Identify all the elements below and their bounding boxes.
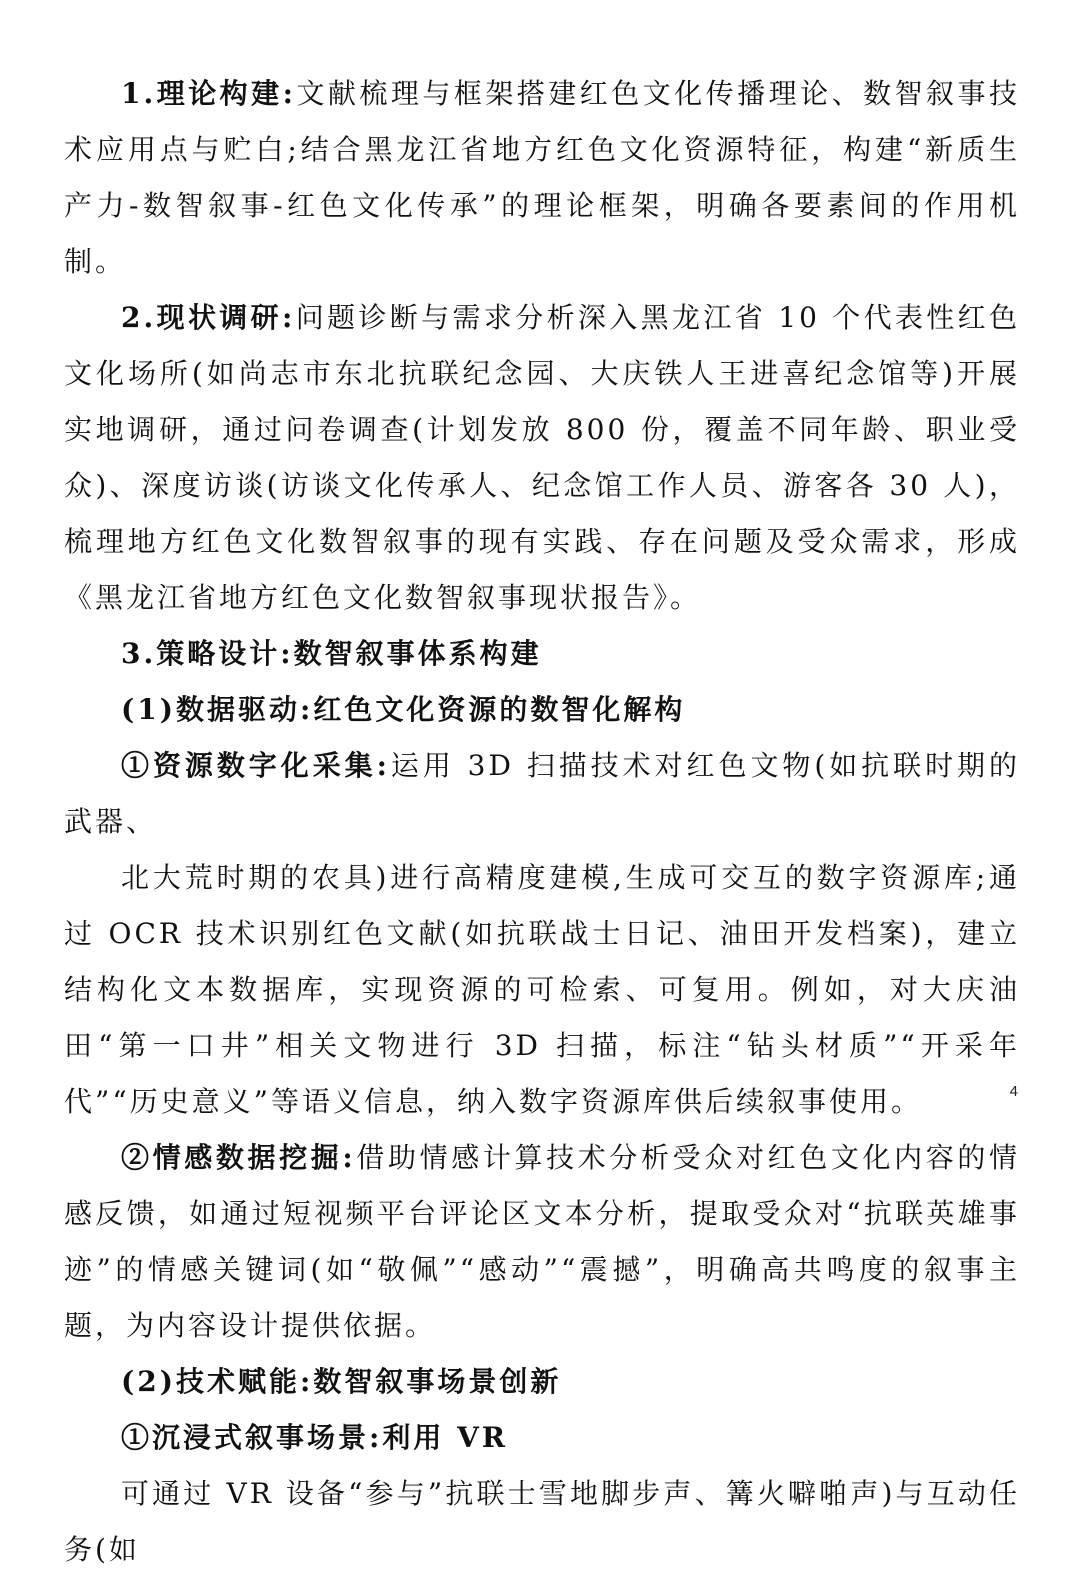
paragraph-emotion-data-mining: [64, 1130, 1020, 1354]
paragraph-text: 文献梳理与框架搭建红色文化传播理论、数智叙事技术应用点与贮白;结合黑龙江省地方红色文化资源特征，构建“新质生产力-数智叙事-红色文化传承”的理论框架，明确各要素间的作用机制。: [64, 77, 1020, 278]
page-number: 4: [1009, 1083, 1018, 1100]
subsection-heading-data-driven: (1)数据驱动:红色文化资源的数智化解构: [121, 693, 686, 726]
paragraph-resource-digitization-continued: 北大荒时期的农具)进行高精度建模,生成可交互的数字资源库;通过 OCR 技术识别红色文献(如抗联战士日记、油田开发档案)，建立结构化文本数据库，实现资源的可检索、可复用。例如，对大庆油田“第一口井”相关文物进行 3D 扫描，标注“钻头材质”“开采年代”“历史意义”等语义信息，纳入数字资源库供后续叙事使用。: [64, 861, 1020, 1118]
subsection-heading-tech-empowerment: (2)技术赋能:数智叙事场景创新: [121, 1365, 562, 1398]
paragraph-lead: 1.理论构建:: [121, 77, 296, 110]
paragraph-text: 问题诊断与需求分析深入黑龙江省 10 个代表性红色文化场所(如尚志市东北抗联纪念园、大庆铁人王进喜纪念馆等)开展实地调研，通过问卷调查(计划发放 800 份，覆盖不同年龄、职业受众)、深度访谈(访谈文化传承人、纪念馆工作人员、游客各 30 人)，梳理地方红色文化数智叙事的现有实践、存在问题及受众需求，形成《黑龙江省地方红色文化数智叙事现状报告》。: [64, 301, 1020, 614]
item-heading-immersive-scene: ①沉浸式叙事场景:利用 VR: [121, 1421, 509, 1454]
paragraph-resource-digitization: [64, 738, 1020, 850]
paragraph-lead: ①资源数字化采集:: [121, 749, 390, 782]
paragraph-text: 运用 3D 扫描技术对红色文物(如抗联时期的武器、: [64, 749, 1020, 838]
paragraph-theory-construction: [64, 66, 1020, 290]
section-heading-strategy-design: 3.策略设计:数智叙事体系构建: [121, 637, 542, 670]
paragraph-lead: ②情感数据挖掘:: [121, 1141, 356, 1174]
paragraph-text: 借助情感计算技术分析受众对红色文化内容的情感反馈，如通过短视频平台评论区文本分析，提取受众对“抗联英雄事迹”的情感关键词(如“敬佩”“感动”“震撼”，明确高共鸣度的叙事主题，为内容设计提供依据。: [64, 1141, 1020, 1342]
paragraph-status-survey: [64, 290, 1020, 626]
paragraph-vr-participation: 可通过 VR 设备“参与”抗联士雪地脚步声、篝火噼啪声)与互动任务(如: [64, 1477, 1020, 1566]
document-body: [64, 66, 1020, 1578]
paragraph-lead: 2.现状调研:: [121, 301, 296, 334]
